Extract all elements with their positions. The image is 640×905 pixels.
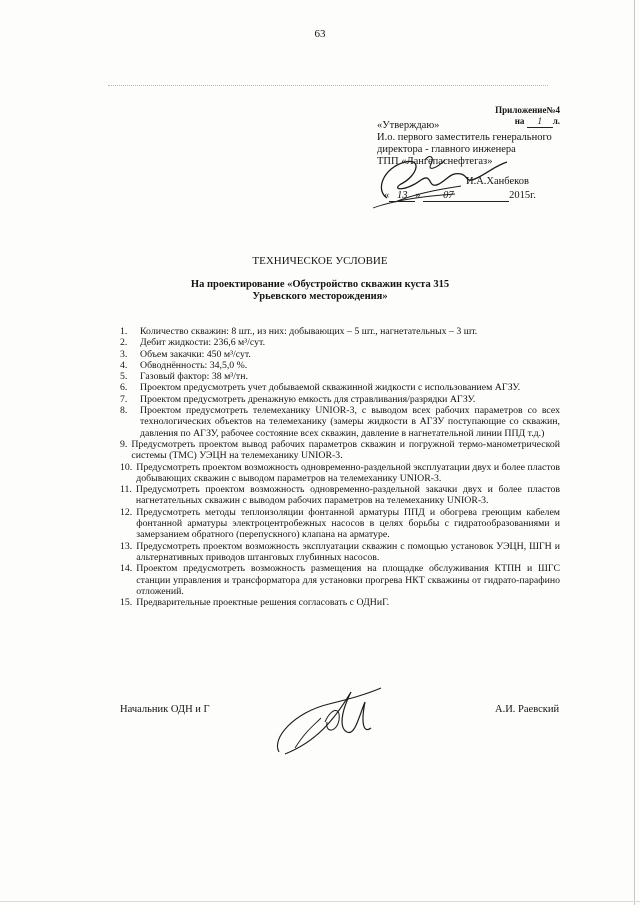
requirement-number: 13. [120, 540, 133, 552]
requirement-text: Проектом предусмотреть учет добываемой скважинной жидкости с использованием АГЗУ. [140, 382, 521, 394]
requirement-text: Предварительные проектные решения согласовать с ОДНиГ. [136, 597, 390, 609]
requirement-number: 2. [120, 337, 128, 349]
approval-organization: ТПП «Лангепаснефтегаз» [377, 156, 493, 167]
requirement-text: Предусмотреть проектом возможность одновременно-раздельной эксплуатации двух и более пластов добывающих скважин с выводом параметров на телемеханику UNIOR-3. [136, 461, 560, 484]
chief-name: А.И. Раевский [495, 704, 560, 715]
appendix-line1: Приложение№4 [495, 105, 560, 115]
approval-date-month: 07 [423, 190, 509, 202]
appendix-sheet-count: 1 [527, 116, 553, 128]
requirement-number: 15. [120, 597, 133, 609]
approval-date: « 13 » 07 2015г. [384, 190, 536, 201]
requirement-number: 1. [120, 326, 128, 337]
document-title: ТЕХНИЧЕСКОЕ УСЛОВИЕ [252, 255, 388, 267]
requirement-number: 14. [120, 563, 133, 575]
requirement-number: 6. [120, 382, 128, 394]
requirement-item [120, 484, 560, 507]
requirement-number: 8. [120, 405, 128, 417]
appendix-line2: на 1 л. [514, 116, 560, 126]
requirement-number: 12. [120, 506, 133, 518]
requirement-item [120, 371, 560, 382]
requirement-item [120, 360, 560, 371]
requirement-item [120, 597, 560, 608]
requirements-list [120, 326, 560, 608]
requirement-number: 4. [120, 359, 128, 371]
requirement-text: Проектом предусмотреть возможность размещения на площадке обслуживания КТПН и ШГС станции управления и трансформатора для установки прогрева НКТ скважины от гидрато-парафино отложений. [136, 563, 560, 597]
requirement-item [120, 349, 560, 360]
requirement-number: 9. [120, 438, 128, 450]
requirement-number: 11. [120, 484, 132, 496]
subject-line-1: На проектирование «Обустройство скважин куста 315 [190, 279, 450, 290]
requirement-item [120, 382, 560, 393]
requirement-text: Предусмотреть проектом вывод рабочих параметров скважин и погружной термо-манометрической системы (ТМС) УЭЦН на телемеханику UNIOR-3. [131, 438, 560, 462]
requirement-text: Дебит жидкости: 236,6 м³/сут. [140, 337, 266, 349]
page-edge-bottom [0, 901, 640, 902]
requirement-text: Объем закачки: 450 м³/сут. [140, 348, 251, 360]
chief-position: Начальник ОДН и Г [120, 704, 210, 715]
approval-date-day: 13 [389, 190, 415, 202]
requirement-item [120, 541, 560, 564]
approval-position-1: И.о. первого заместитель генерального [377, 132, 552, 143]
requirement-text: Проектом предусмотреть телемеханику UNIOR-3, с выводом всех рабочих параметров со всех технологических объектов на телемеханику (замеры жидкости в АГЗУ поступающие со скважин, давления по АГЗУ, рабочее состояние всех скважин, давление в нагнетательной линии ППД т.д.) [140, 405, 560, 439]
requirement-item [120, 337, 560, 348]
requirement-number: 7. [120, 393, 128, 405]
requirement-item [120, 462, 560, 485]
requirement-text: Газовый фактор: 38 м³/тн. [140, 371, 248, 383]
approval-heading: «Утверждаю» [377, 120, 440, 131]
approval-date-year: 2015г. [509, 190, 536, 201]
subject-line-2: Урьевского месторождения» [252, 291, 388, 302]
requirement-item [120, 507, 560, 541]
requirement-text: Проектом предусмотреть дренажную емкость для стравливания/разрядки АГЗУ. [140, 393, 476, 405]
requirement-item [120, 405, 560, 439]
requirement-text: Обводнённость: 34,5,0 %. [140, 359, 248, 371]
chief-signature [255, 682, 395, 762]
requirement-number: 5. [120, 371, 128, 383]
requirement-text: Предусмотреть проектом возможность одновременно-раздельной закачки двух и более пластов нагнетательных скважин с выводом рабочих параметров на телемеханику UNIOR-3. [135, 484, 560, 507]
requirement-text: Предусмотреть проектом возможность эксплуатации скважин с помощью установок УЭЦН, ШГН и альтернативных приводов штанговых глубинных насосов. [136, 540, 560, 563]
page-number: 63 [314, 28, 326, 40]
requirement-number: 10. [120, 461, 133, 473]
document-subject [0, 279, 640, 303]
requirement-text: Количество скважин: 8 шт., из них: добывающих – 5 шт., нагнетательных – 3 шт. [140, 326, 478, 337]
requirement-text: Предусмотреть методы теплоизоляции фонтанной арматуры ППД и обогрева греющим кабелем фонтанной арматуры электроцентробежных насосов в целях борьбы с гидратообразованиями и замерзанием обратного (перепускного) клапана на арматуре. [136, 506, 560, 541]
requirement-item [120, 326, 560, 337]
approval-position-2: директора - главного инженера [377, 144, 516, 155]
requirement-item [120, 563, 560, 597]
requirement-number: 3. [120, 348, 128, 360]
requirement-item [120, 439, 560, 462]
scan-artifact-line [108, 85, 548, 86]
requirement-item [120, 394, 560, 405]
approval-name: И.А.Ханбеков [466, 176, 529, 187]
page-edge-right [634, 0, 635, 905]
